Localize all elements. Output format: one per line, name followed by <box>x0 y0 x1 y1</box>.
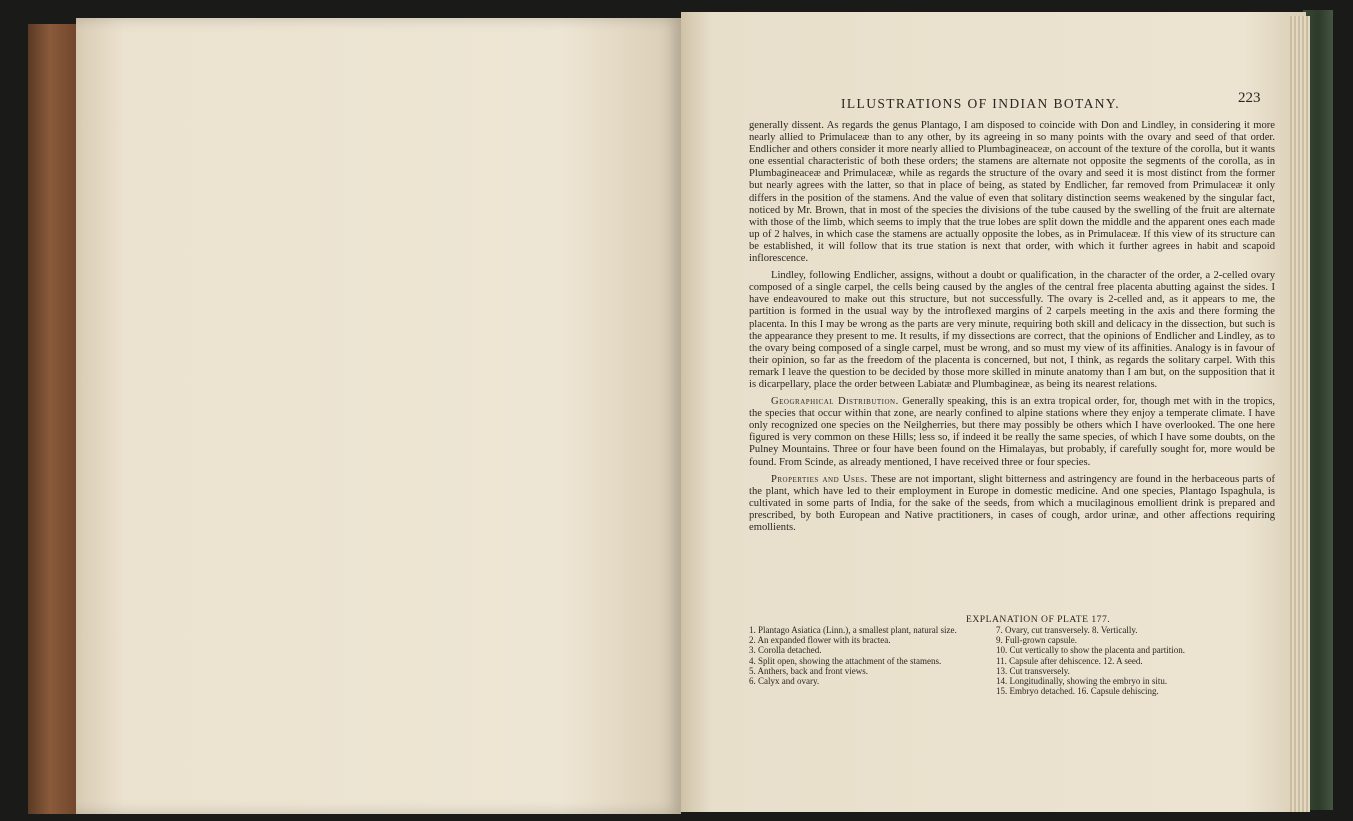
page-edges <box>1290 16 1310 812</box>
explanation-item: 4. Split open, showing the attachment of the stamens. <box>749 655 942 666</box>
section-heading-properties: Properties and Uses. <box>771 473 868 485</box>
paragraph-distribution <box>749 396 1275 469</box>
explanation-left-column <box>749 625 984 686</box>
running-header: ILLUSTRATIONS OF INDIAN BOTANY. <box>841 96 1121 111</box>
explanation-item: 11. Capsule after dehiscence. 12. A seed. <box>996 655 1143 666</box>
explanation-item: 9. Full-grown capsule. <box>996 635 1077 646</box>
distribution-text: Generally speaking, this is an extra tropical order, for, though met with in the tropics, the species that occur within that zone, are nearly confined to alpine stations where they enjoy a temperate climate. I have only recognized one species on the Neilgherries, but there may possibly be others which I have overlooked. The one here figured is very common on these Hills; less so, if indeed it be really the same species, of which I have some doubts, on the Pulney Mountains. Three or four have been found on the Himalayas, but probably, if carefully sought for, more would be found. From Scinde, as already mentioned, I have received three or four species. <box>749 396 1276 468</box>
explanation-title: EXPLANATION OF PLATE 177. <box>966 614 1111 625</box>
left-cover <box>28 24 83 814</box>
right-page <box>681 12 1306 812</box>
explanation-item: 5. Anthers, back and front views. <box>749 665 868 676</box>
explanation-item: 15. Embryo detached. 16. Capsule dehiscing. <box>996 686 1159 697</box>
explanation-item: 1. Plantago Asiatica (Linn.), a smallest plant, natural size. <box>749 625 957 635</box>
page-number: 223 <box>1238 90 1261 106</box>
body-text <box>749 120 1275 539</box>
explanation-item: 14. Longitudinally, showing the embryo in situ. <box>996 676 1168 687</box>
explanation-item: 2. An expanded flower with its bractea. <box>749 635 891 646</box>
explanation-item: 6. Calyx and ovary. <box>749 676 820 687</box>
explanation-item: 3. Corolla detached. <box>749 645 822 656</box>
paragraph-ovary: Lindley, following Endlicher, assigns, without a doubt or qualification, in the character of the order, a 2-celled ovary composed of a single carpel, the cells being caused by the angles of the central free placenta abutting against the sides. I have endeavoured to make out this structure, but not successfully. The ovary is 2-celled and, as it appears to me, the partition is formed in the usual way by the introflexed margins of 2 carpels meeting in the axis and there forming the placenta. In this I may be wrong as the parts are very minute, requiring both skill and delicacy in the dissection, but such is the appearance they present to me. It results, if my dissections are correct, that the opinions of Endlicher and Lindley, as to the ovary being composed of a single carpel, must be wrong, and so must my view of its affinities. Analogy is in favour of their opinion, so far as the freedom of the placenta is concerned, but not, I think, as regards the solitary carpel. With this remark I leave the question to be decided by those more skilled in minute anatomy than I am but, on the supposition that it is dicarpellary, place the order between Labiatæ and Plumbagineæ, as being its nearest relations. <box>749 270 1275 390</box>
left-page-blank <box>76 18 681 814</box>
section-heading-distribution: Geographical Distribution. <box>771 396 899 408</box>
explanation-item: 7. Ovary, cut transversely. 8. Vertically. <box>996 625 1138 635</box>
paragraph-properties <box>749 474 1275 534</box>
properties-text: These are not important, slight bitterness and astringency are found in the herbaceous parts of the plant, which have led to their employment in Europe in domestic medicine. And one species, Plantago Ispaghula, is cultivated in some parts of India, for the sake of the seeds, from which a mucilaginous emollient drink is prepared and prescribed, by both European and Native practitioners, in cases of cough, ardor urinæ, and other affections requiring emollients. <box>749 473 1275 533</box>
open-book <box>28 6 1333 818</box>
explanation-item: 10. Cut vertically to show the placenta and partition. <box>996 645 1185 656</box>
explanation-right-column <box>996 625 1276 696</box>
explanation-item: 13. Cut transversely. <box>996 665 1070 676</box>
paragraph-affinities: generally dissent. As regards the genus Plantago, I am disposed to coincide with Don and Lindley, in considering it more nearly allied to Primulaceæ than to any other, by its agreeing in so many points with the ovary and seed of that order. Endlicher and others consider it more nearly allied to Plumbagineaceæ, on account of the texture of the corolla, but it wants one essential characteristic of both these orders; the stamens are alternate not opposite the segments of the corolla, as in Plumbagineaceæ and Primulaceæ, while as regards the structure of the ovary and seed it is most distinct from the former but nearly agrees with the latter, so that in place of being, as stated by Endlicher, far removed from Primulaceæ it only differs in the position of the stamens. And the value of even that solitary distinction seems weakened by the singular fact, noticed by Mr. Brown, that in most of the species the divisions of the tube caused by the swelling of the fruit are alternate with those of the limb, which seems to imply that the true lobes are split down the middle and the apparent ones each made up of 2 halves, in which case the stamens are actually opposite the lobes, as in Primulaceæ. If this view of its structure can be established, it will follow that its true station is next that order, with which it further agrees in habit and scapoid inflorescence. <box>749 120 1275 265</box>
